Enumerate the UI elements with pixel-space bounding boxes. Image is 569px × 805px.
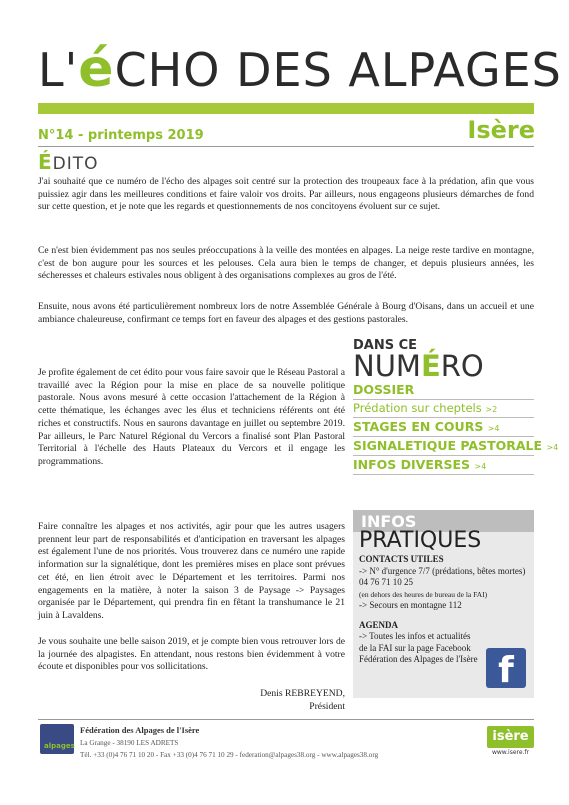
edito-paragraph-2: Ce n'est bien évidemment pas nos seules préoccupations à la veille des montées en alpages. La neige reste tardive en montagne, c'est de bon augure pour les sources et les pelouses. Cela aura bien le temps de changer, et depuis plusieurs années, les sécheresses et chaleurs estivales nous obligent à des organisations complexes au gros de l'été.: [38, 245, 534, 282]
masthead-title: [38, 38, 562, 100]
toc-item-page: >4: [546, 443, 559, 452]
contact-mountain-rescue: -> Secours en montagne 112: [359, 600, 462, 610]
region-label: Isère: [467, 116, 535, 144]
edito-title-rest: DITO: [52, 154, 99, 174]
table-of-contents: [353, 338, 559, 475]
toc-item-predation[interactable]: [353, 400, 534, 418]
isere-url[interactable]: www.isere.fr: [491, 749, 530, 756]
toc-heading-suffix: RO: [440, 349, 484, 383]
masthead-accent: é: [78, 39, 115, 99]
toc-item-stages[interactable]: [353, 418, 534, 437]
federation-logo-text: alpages: [44, 742, 75, 750]
toc-item-label: STAGES EN COURS: [353, 419, 484, 434]
edito-title-accent: É: [38, 150, 53, 174]
header-divider: [38, 146, 534, 147]
edito-title: [38, 150, 99, 174]
facebook-icon[interactable]: f: [486, 648, 526, 688]
infos-head: INFOS: [353, 510, 534, 532]
signature-role: Président: [309, 700, 345, 712]
toc-item-dossier[interactable]: [353, 381, 534, 400]
toc-heading-big: [353, 351, 534, 381]
signature-name: Denis REBREYEND,: [260, 688, 345, 699]
footer-contact: [80, 724, 378, 762]
edito-paragraph-5: Faire connaître les alpages et nos activités, agir pour que les autres usagers prennent leur part de responsabilités et d'anticipation en traversant les alpages est également l'une de nos priorités. Vous trouverez dans ce numéro une rapide information sur la signalétique, dont les premières mises en place sont prévues cet été, en lien étroit avec le Département et les territoires. Parmi nos engagements en la matière, à noter la saison 3 de Paysage -> Paysages organisée par le Département, qui prendra fin en fêtant la transhumance le 21 juin à Lavaldens.: [38, 521, 345, 621]
footer-divider: [38, 719, 534, 720]
contacts-label: CONTACTS UTILES: [359, 554, 444, 564]
infos-title: PRATIQUES: [359, 528, 482, 553]
toc-heading-small: DANS CE: [353, 338, 418, 353]
toc-item-signaletique[interactable]: [353, 437, 559, 456]
federation-logo: [40, 724, 74, 754]
toc-heading-prefix: NUM: [353, 349, 421, 383]
toc-item-page: >4: [474, 462, 487, 471]
toc-item-infos-diverses[interactable]: [353, 456, 534, 475]
toc-item-page: >2: [485, 405, 498, 414]
footer-org-name: Fédération des Alpages de l'Isère: [80, 725, 200, 735]
footer-address: La Grange - 38190 LES ADRETS: [80, 738, 179, 747]
footer-contact-line: Tél. +33 (0)4 76 71 10 20 - Fax +33 (0)4 76 71 10 29 - federation@alpages38.org - www.alpages38.org: [80, 751, 379, 759]
contact-emergency-note: (en dehors des heures de bureau de la FAI): [359, 589, 488, 599]
toc-heading-accent: É: [420, 349, 441, 383]
agenda-text: -> Toutes les infos et actualités de la FAI sur la page Facebook Fédération des Alpages de l'Isère: [359, 631, 478, 664]
edito-paragraph-6: Je vous souhaite une belle saison 2019, et je compte bien vous retrouver lors de la journée des alpagistes. En attendant, nous restons bien évidemment à votre écoute et disponibles pour vos sollicitations.: [38, 636, 345, 673]
edito-paragraph-4: Je profite également de cet édito pour vous faire savoir que le Réseau Pastoral a travaillé avec la Région pour la mise en place de sa nouvelle politique pastorale. Nous avons mesuré à cette occasion l'attachement de la Région à cette thématique, les échanges avec les élus et techniciens référents ont été riches et constructifs. Nous en saurons davantage en juillet ou septembre 2019. Par ailleurs, le Parc Naturel Régional du Vercors a finalisé sont Plan Pastoral Territorial à l'échelle des Hauts Plateaux du Vercors et il engage les programmations.: [38, 367, 345, 467]
contact-emergency: -> N° d'urgence 7/7 (prédations, bêtes mortes) 04 76 71 10 25: [359, 565, 526, 587]
issue-label: N°14 - printemps 2019: [38, 128, 204, 143]
toc-item-label: DOSSIER: [353, 382, 415, 397]
infos-pratiques-box: [353, 510, 534, 698]
header-green-rule: [38, 103, 534, 114]
toc-item-page: >4: [487, 424, 500, 433]
agenda-label: AGENDA: [359, 619, 399, 630]
toc-item-label: SIGNALETIQUE PASTORALE: [353, 438, 543, 453]
signature: [200, 688, 345, 713]
toc-item-label: INFOS DIVERSES: [353, 457, 471, 472]
isere-logo: isère: [487, 726, 534, 748]
masthead-prefix: L': [38, 43, 79, 97]
masthead-suffix: CHO DES ALPAGES: [114, 43, 562, 97]
toc-item-label: Prédation sur cheptels: [353, 401, 482, 415]
edito-paragraph-1: J'ai souhaité que ce numéro de l'écho des alpages soit centré sur la protection des troupeaux face à la prédation, afin que vous puissiez agir dans les meilleures conditions et faire valoir vos droits. Par ailleurs, nous engageons plusieurs démarches de fond sur cette question, et je note que les regards et questionnements de nos concitoyens évoluent sur ce sujet.: [38, 176, 534, 213]
edito-paragraph-3: Ensuite, nous avons été particulièrement nombreux lors de notre Assemblée Générale à Bourg d'Oisans, dans un accueil et une ambiance chaleureuse, confirmant ce temps fort en faveur des alpages et des gestions pastorales.: [38, 301, 534, 325]
